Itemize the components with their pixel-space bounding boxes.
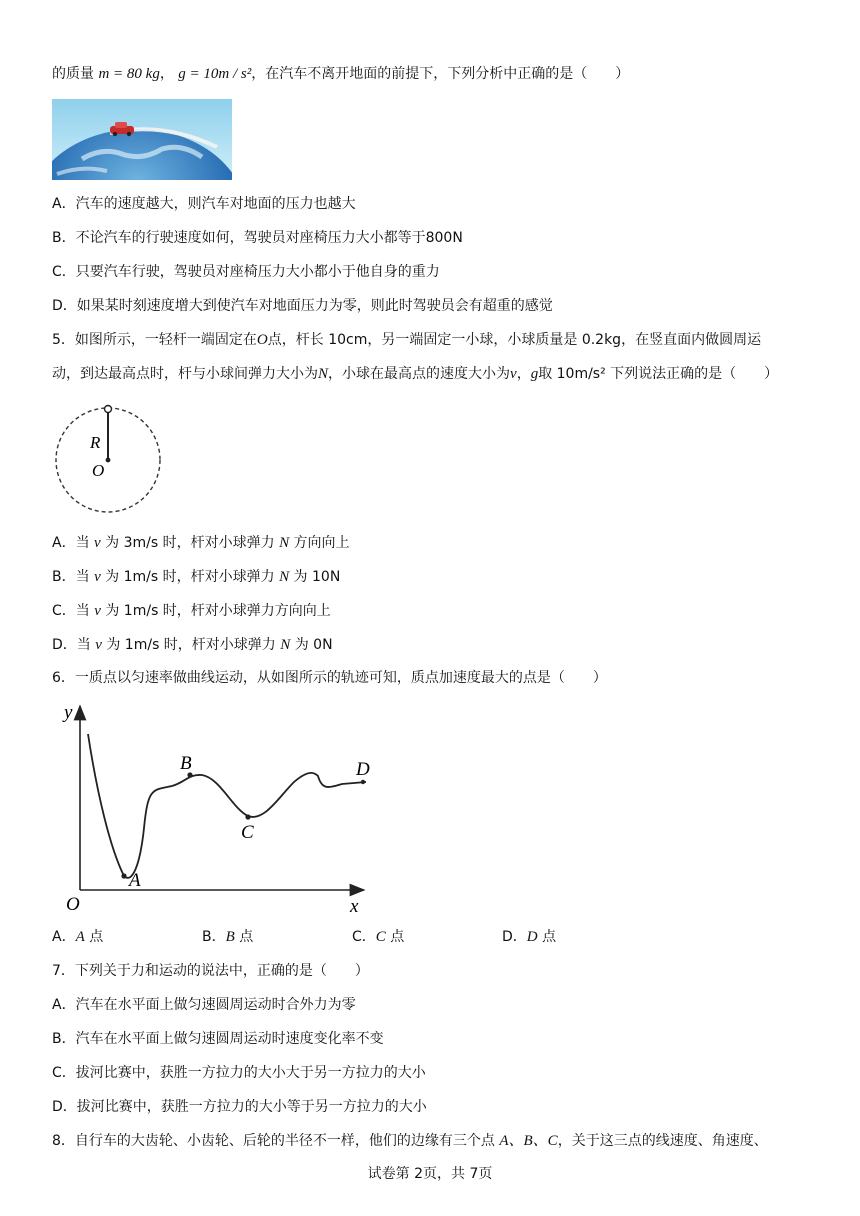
q8-text: 8．自行车的大齿轮、小齿轮、后轮的半径不一样，他们的边缘有三个点 — [52, 1133, 500, 1149]
opt-suffix: 点 — [84, 929, 104, 945]
opt-prefix: C． — [352, 929, 376, 945]
opt-v: v — [95, 637, 102, 653]
q4-g: g = 10m / s² — [178, 66, 252, 82]
q4-option-d: D．如果某时刻速度增大到使汽车对地面压力为零，则此时驾驶员会有超重的感觉 — [52, 298, 553, 314]
opt-suffix: 点 — [385, 929, 405, 945]
q7-option-a: A．汽车在水平面上做匀速圆周运动时合外力为零 — [52, 997, 356, 1013]
opt-text: B．当 — [52, 569, 95, 585]
q7-stem: 7．下列关于力和运动的说法中，正确的是（ ） — [52, 963, 369, 979]
opt-text: 为 0N — [290, 637, 333, 653]
opt-text: A．当 — [52, 535, 95, 551]
earth-car-image — [52, 99, 232, 180]
q5-text: ，小球在最高点的速度大小为 — [328, 366, 511, 382]
opt-n: N — [280, 637, 291, 653]
opt-text: 为 3m/s 时，杆对小球弹力 — [100, 535, 280, 551]
q5-option-c — [52, 601, 331, 621]
q4-option-a: A．汽车的速度越大，则汽车对地面的压力也越大 — [52, 196, 356, 212]
q5-stem-line2 — [52, 364, 778, 384]
label-y: y — [64, 702, 73, 723]
label-c: C — [241, 822, 254, 843]
q5-text: 动，到达最高点时，杆与小球间弹力大小为 — [52, 366, 318, 382]
q8-points: A、B、C — [499, 1133, 558, 1149]
q4-stem-suffix: ，在汽车不离开地面的前提下，下列分析中正确的是（ ） — [251, 66, 630, 82]
opt-n: N — [279, 535, 290, 551]
point-a — [121, 873, 126, 878]
center-point — [106, 458, 111, 463]
q5-option-b — [52, 567, 340, 587]
opt-suffix: 点 — [537, 929, 557, 945]
opt-text: D．当 — [52, 637, 96, 653]
q5-text: ， — [516, 366, 531, 382]
q5-v: v — [510, 366, 517, 382]
q6-option-d — [502, 927, 556, 947]
page-footer: 试卷第 2页，共 7页 — [367, 1166, 493, 1182]
opt-n: N — [279, 569, 290, 585]
q5-stem-line1 — [52, 330, 761, 350]
q4-stem: 的质量 m = 80 kg， g = 10m / s²，在汽车不离开地面的前提下，下列分析中正确的是（ ） — [52, 66, 630, 82]
q4-option-b: B．不论汽车的行驶速度如何，驾驶员对座椅压力大小都等于800N — [52, 230, 463, 246]
q5-n: N — [318, 366, 329, 382]
ball — [105, 406, 112, 413]
q6-option-b — [202, 927, 253, 947]
point-c — [245, 814, 250, 819]
opt-letter: D — [526, 929, 538, 945]
opt-v: v — [94, 603, 101, 619]
q8-stem — [52, 1131, 768, 1151]
q5-text: 5．如图所示，一轻杆一端固定在 — [52, 332, 257, 348]
q7-option-b: B．汽车在水平面上做匀速圆周运动时速度变化率不变 — [52, 1031, 384, 1047]
opt-text: 为 1m/s 时，杆对小球弹力 — [100, 569, 280, 585]
q5-option-d — [52, 635, 333, 655]
label-a: A — [129, 870, 141, 891]
point-d — [361, 780, 365, 784]
label-o: O — [66, 894, 80, 915]
q7-option-c: C．拔河比赛中，获胜一方拉力的大小大于另一方拉力的大小 — [52, 1065, 426, 1081]
q5-option-a — [52, 533, 350, 553]
q5-g: g — [530, 366, 539, 382]
label-r: R — [90, 433, 101, 452]
opt-text: 为 1m/s 时，杆对小球弹力方向向上 — [100, 603, 331, 619]
opt-text: 方向向上 — [289, 535, 350, 551]
opt-prefix: B． — [202, 929, 226, 945]
opt-letter: C — [375, 929, 386, 945]
q7-option-d: D．拔河比赛中，获胜一方拉力的大小等于另一方拉力的大小 — [52, 1099, 427, 1115]
q6-stem: 6．一质点以匀速率做曲线运动，从如图所示的轨迹可知，质点加速度最大的点是（ ） — [52, 670, 607, 686]
q6-option-c — [352, 927, 404, 947]
label-o: O — [92, 461, 105, 480]
trajectory-curve — [88, 734, 366, 878]
opt-text: C．当 — [52, 603, 95, 619]
trajectory-diagram — [52, 698, 382, 916]
opt-prefix: A． — [52, 929, 76, 945]
q5-point-o: O — [256, 332, 268, 348]
label-x: x — [350, 896, 359, 916]
opt-suffix: 点 — [234, 929, 254, 945]
opt-prefix: D． — [502, 929, 527, 945]
label-d: D — [356, 759, 370, 780]
circle-rod-diagram — [52, 402, 164, 514]
q8-text: ，关于这三点的线速度、角速度、 — [557, 1133, 768, 1149]
q5-text: 取 10m/s² 下列说法正确的是（ ） — [538, 366, 779, 382]
opt-v: v — [94, 535, 101, 551]
opt-text: 为 10N — [289, 569, 341, 585]
q4-mass: m = 80 kg — [98, 66, 160, 82]
label-b: B — [180, 753, 192, 774]
opt-v: v — [94, 569, 101, 585]
q6-option-a — [52, 927, 103, 947]
q4-stem-prefix: 的质量 — [52, 66, 94, 82]
opt-letter: A — [75, 929, 85, 945]
opt-letter: B — [225, 929, 235, 945]
q5-text: 点，杆长 10cm，另一端固定一小球，小球质量是 0.2kg，在竖直面内做圆周运 — [267, 332, 762, 348]
opt-text: 为 1m/s 时，杆对小球弹力 — [101, 637, 281, 653]
q4-option-c: C．只要汽车行驶，驾驶员对座椅压力大小都小于他自身的重力 — [52, 264, 440, 280]
